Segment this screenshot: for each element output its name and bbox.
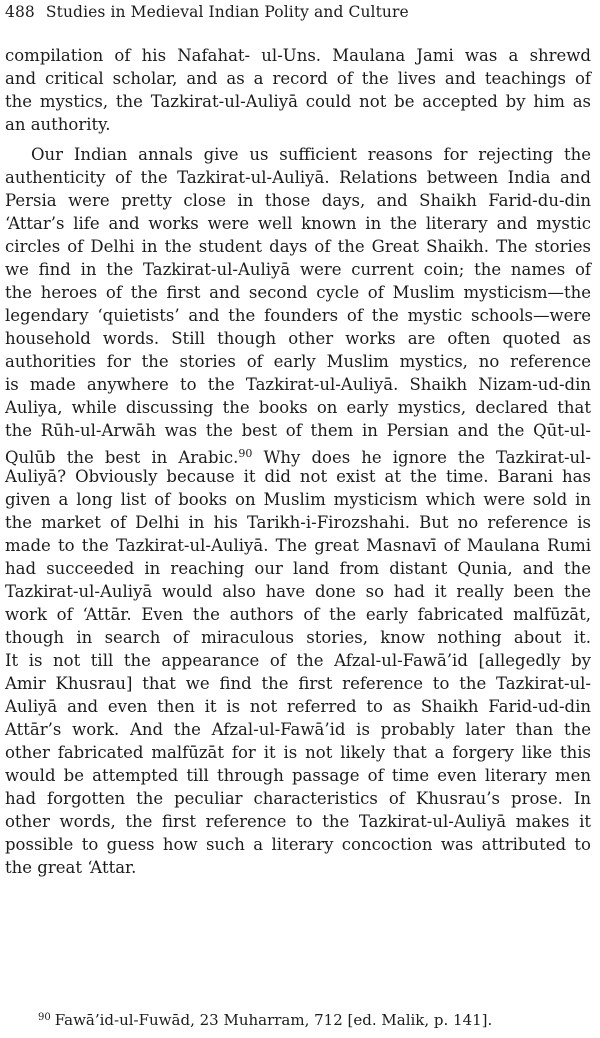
text-line: an authority. xyxy=(5,115,111,134)
text-line: the Rūh-ul-Arwāh was the best of them in Persian and the Qūt-ul- xyxy=(5,421,591,440)
body-text xyxy=(5,44,591,879)
footnote-number: 90 xyxy=(38,1012,51,1023)
text-line: Tazkirat-ul-Auliyā would also have done so had it really been the xyxy=(5,582,591,601)
text-segment: Why does he ignore the Tazkirat-ul- xyxy=(263,448,591,467)
text-line: legendary ‘quietists’ and the founders of the mystic schools—were xyxy=(5,306,591,325)
paragraph-2 xyxy=(5,143,591,879)
page-number: 488 xyxy=(5,3,35,21)
text-line: the great ‘Attar. xyxy=(5,858,137,877)
text-line: authorities for the stories of early Muslim mystics, no reference xyxy=(5,352,591,371)
footnote-text: Fawā’id-ul-Fuwād, 23 Muharram, 712 [ed. Malik, p. 141]. xyxy=(54,1011,493,1029)
text-line: compilation of his Nafahat- ul-Uns. Maulana Jami was a shrewd xyxy=(5,46,591,65)
text-line: Attār’s work. And the Afzal-ul-Fawā’id is probably later than the xyxy=(5,720,591,739)
text-line: though in search of miraculous stories, know nothing about it. xyxy=(5,628,591,647)
text-line: Auliya, while discussing the books on early mystics, declared that xyxy=(5,398,591,417)
text-line: would be attempted till through passage of time even literary men xyxy=(5,766,591,785)
paragraph-1 xyxy=(5,44,591,136)
footnote-reference[interactable]: 90 xyxy=(238,447,253,460)
footnote xyxy=(38,1008,590,1030)
text-line: It is not till the appearance of the Afzal-ul-Fawā’id [allegedly by xyxy=(5,651,591,670)
text-line: given a long list of books on Muslim mysticism which were sold in xyxy=(5,490,591,509)
text-line: household words. Still though other works are often quoted as xyxy=(5,329,591,348)
text-line: is made anywhere to the Tazkirat-ul-Auliyā. Shaikh Nizam-ud-din xyxy=(5,375,591,394)
running-head xyxy=(5,3,409,21)
text-line: authenticity of the Tazkirat-ul-Auliyā. Relations between India and xyxy=(5,168,591,187)
text-line: we find in the Tazkirat-ul-Auliyā were current coin; the names of xyxy=(5,260,591,279)
text-line-with-footnote-ref xyxy=(5,442,591,465)
text-line: ‘Attar’s life and works were well known in the literary and mystic xyxy=(5,214,591,233)
text-line: had succeeded in reaching our land from distant Qunia, and the xyxy=(5,559,591,578)
text-line: possible to guess how such a literary concoction was attributed to xyxy=(5,835,591,854)
text-line: the mystics, the Tazkirat-ul-Auliyā could not be accepted by him as xyxy=(5,92,591,111)
book-title: Studies in Medieval Indian Polity and Culture xyxy=(45,3,409,21)
text-line: other fabricated malfūzāt for it is not likely that a forgery like this xyxy=(5,743,591,762)
text-line: and critical scholar, and as a record of the lives and teachings of xyxy=(5,69,591,88)
text-line: the market of Delhi in his Tarikh-i-Firozshahi. But no reference is xyxy=(5,513,591,532)
text-line: had forgotten the peculiar characteristics of Khusrau’s prose. In xyxy=(5,789,591,808)
text-line: the heroes of the first and second cycle of Muslim mysticism—the xyxy=(5,283,591,302)
text-segment: Qulūb the best in Arabic. xyxy=(5,448,239,467)
text-line: Amir Khusrau] that we find the first reference to the Tazkirat-ul- xyxy=(5,674,591,693)
text-line: other words, the first reference to the Tazkirat-ul-Auliyā makes it xyxy=(5,812,591,831)
text-line: Auliyā and even then it is not referred to as Shaikh Farid-ud-din xyxy=(5,697,591,716)
text-line: made to the Tazkirat-ul-Auliyā. The great Masnavī of Maulana Rumi xyxy=(5,536,591,555)
text-line: Our Indian annals give us sufficient reasons for rejecting the xyxy=(31,145,591,164)
text-line: Auliyā? Obviously because it did not exist at the time. Barani has xyxy=(5,467,591,486)
text-line: work of ‘Attār. Even the authors of the early fabricated malfūzāt, xyxy=(5,605,591,624)
text-line: circles of Delhi in the student days of the Great Shaikh. The stories xyxy=(5,237,591,256)
text-line: Persia were pretty close in those days, and Shaikh Farid-du-din xyxy=(5,191,591,210)
